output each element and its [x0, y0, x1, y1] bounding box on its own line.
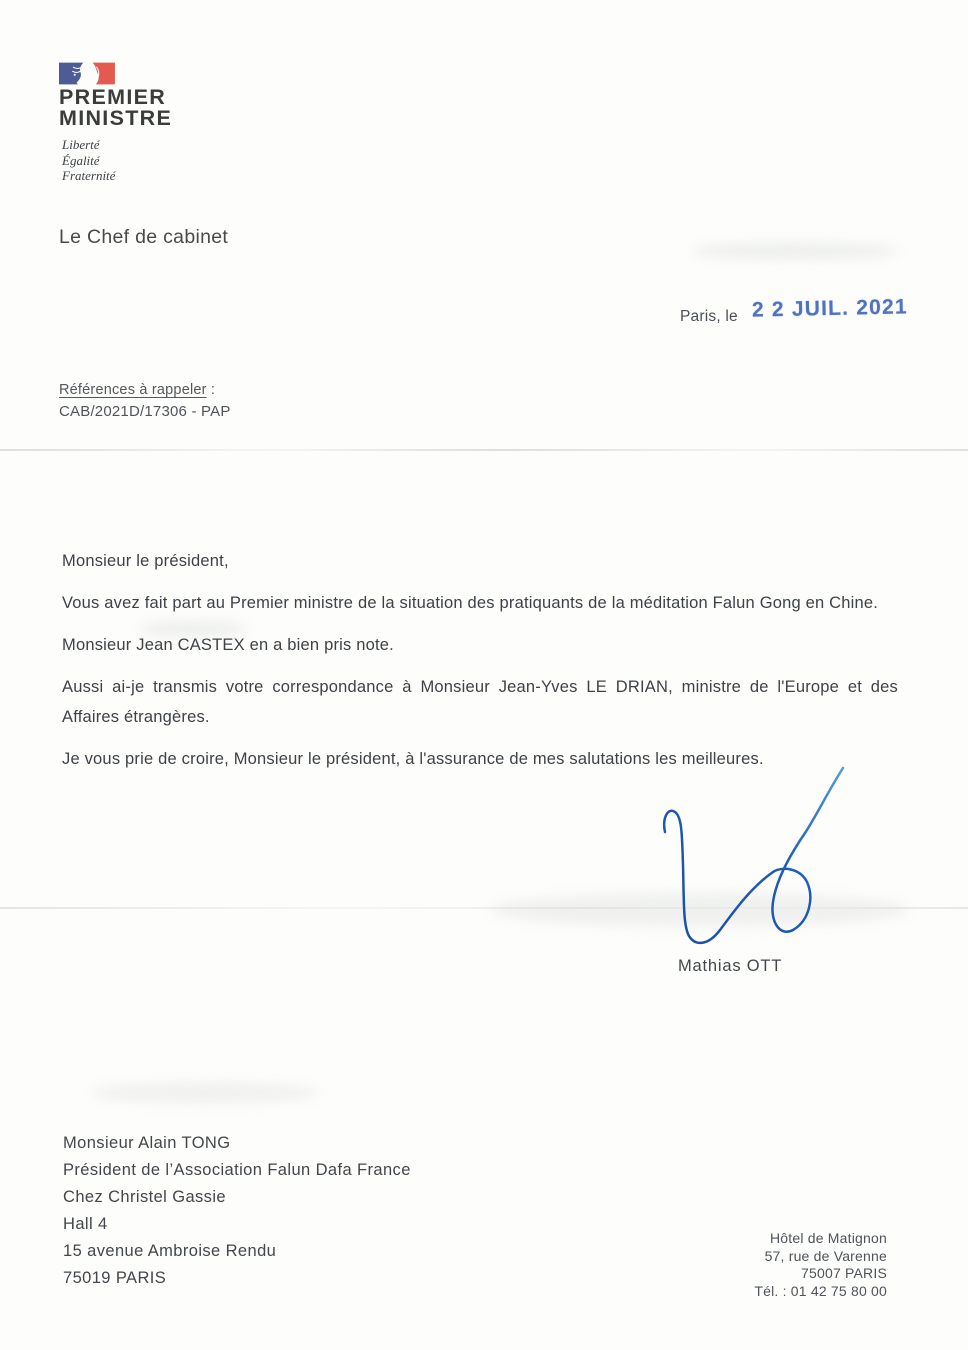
ministry-name [59, 87, 172, 129]
sender-address [754, 1230, 887, 1300]
ministry-line-2: MINISTRE [59, 106, 173, 130]
recipient-line: Chez Christel Gassie [63, 1188, 226, 1206]
body-paragraph: Je vous prie de croire, Monsieur le président, à l'assurance de mes salutations les meilleures. [62, 750, 764, 768]
recipient-line: Hall 4 [63, 1215, 108, 1233]
signer-name: Mathias OTT [678, 957, 783, 975]
scan-smudge [690, 243, 900, 259]
recipient-line: Président de l’Association Falun Dafa France [63, 1161, 411, 1179]
marianne-flag-logo-icon [59, 61, 117, 86]
sender-address-line: Hôtel de Matignon [769, 1230, 887, 1246]
recipient-line: Monsieur Alain TONG [63, 1134, 231, 1152]
ministry-line-1: PREMIER [59, 85, 167, 109]
motto-egalite: Égalité [62, 152, 100, 168]
scan-smudge [90, 1082, 320, 1104]
sender-address-line: Tél. : 01 42 75 80 00 [754, 1282, 887, 1299]
date-stamp: 2 2 JUIL. 2021 [751, 295, 908, 322]
recipient-line: 15 avenue Ambroise Rendu [63, 1242, 277, 1260]
references-separator: : [206, 382, 216, 398]
sender-address-line: 75007 PARIS [801, 1265, 887, 1281]
handwritten-signature [630, 750, 880, 970]
body-paragraph: Vous avez fait part au Premier ministre de la situation des pratiquants de la méditation Falun Gong en Chine. [62, 594, 879, 612]
references-value: CAB/2021D/17306 - PAP [59, 403, 231, 420]
sender-address-line: 57, rue de Varenne [764, 1247, 887, 1264]
recipient-line: 75019 PARIS [63, 1269, 167, 1287]
dateline-place: Paris, le [680, 308, 738, 325]
salutation: Monsieur le président, [62, 552, 229, 570]
body-paragraph: Monsieur Jean CASTEX en a bien pris note. [62, 636, 394, 654]
references-label-line [59, 382, 231, 398]
republic-motto [62, 137, 115, 184]
motto-liberte: Liberté [62, 137, 100, 152]
recipient-address [63, 1130, 411, 1292]
sender-role: Le Chef de cabinet [59, 226, 229, 248]
references-label: Références à rappeler [59, 382, 207, 398]
body-paragraph: Aussi ai-je transmis votre correspondance à Monsieur Jean-Yves LE DRIAN, ministre de l'Europe et des Affaires étrangères. [62, 678, 898, 726]
motto-fraternite: Fraternité [62, 168, 116, 183]
scan-fold-line [0, 449, 968, 451]
references-block [59, 382, 231, 420]
